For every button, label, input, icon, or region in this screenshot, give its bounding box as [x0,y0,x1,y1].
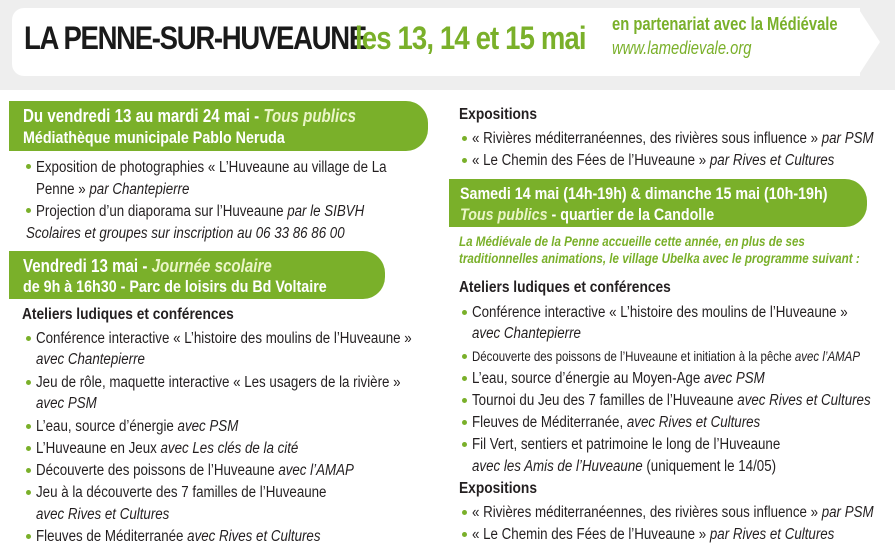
bullet [26,208,31,213]
section-heading: Expositions [459,106,537,123]
list-item: Exposition de photographies « L’Huveaune au village de La [36,159,387,176]
bullet [462,420,467,425]
block1-header [9,101,428,151]
bullet [26,446,31,451]
list-item-cont: Scolaires et groupes sur inscription au 06 33 86 86 00 [26,225,345,242]
bullet [462,354,467,359]
list-item: Projection d’un diaporama sur l’Huveaune par le SIBVH [36,203,365,220]
section-heading: Ateliers ludiques et conférences [22,306,234,323]
bullet [26,424,31,429]
banner-arrow [858,8,880,76]
list-item-cont: avec Chantepierre [472,325,581,342]
town-title: LA PENNE-SUR-HUVEAUNE [24,20,366,56]
list-item-cont: avec Chantepierre [36,351,145,368]
list-item: « Le Chemin des Fées de l’Huveaune » par Rives et Cultures [472,526,835,543]
list-item: L’eau, source d’énergie au Moyen-Age avec PSM [472,370,765,387]
list-item: L’Huveaune en Jeux avec Les clés de la cité [36,440,299,457]
event-dates: les 13, 14 et 15 mai [355,20,586,56]
bullet [462,510,467,515]
list-item: Découverte des poissons de l’Huveaune avec l’AMAP [36,462,354,479]
bullet [462,532,467,537]
header-banner [0,0,895,90]
list-item-cont: avec Rives et Cultures [36,506,170,523]
list-item-cont: Penne » par Chantepierre [36,181,190,198]
bullet [462,398,467,403]
block3-header [449,179,867,227]
bullet [26,490,31,495]
intro-text: traditionnelles animations, le village Ubelka avec le programme suivant : [459,251,860,266]
bullet [26,534,31,539]
list-item: « Le Chemin des Fées de l’Huveaune » par Rives et Cultures [472,152,835,169]
list-item: L’eau, source d’énergie avec PSM [36,418,239,435]
list-item: Découverte des poissons de l’Huveaune et initiation à la pêche avec l’AMAP [472,348,861,364]
list-item: Fleuves de Méditerranée avec Rives et Cultures [36,528,321,545]
bullet [462,376,467,381]
list-item: Conférence interactive « L’histoire des moulins de l’Huveaune » [472,304,848,321]
block1-audience: Tous publics [263,106,357,126]
block3-audience: Tous publics [460,205,548,224]
list-item-cont: avec les Amis de l’Huveaune (uniquement le 14/05) [472,458,777,475]
list-item: Jeu de rôle, maquette interactive « Les usagers de la rivière » [36,374,401,391]
section-heading: Expositions [459,480,537,497]
block1-venue: Médiathèque municipale Pablo Neruda [23,128,285,147]
partner-url[interactable]: www.lamedievale.org [612,38,752,58]
list-item-cont: avec PSM [36,395,97,412]
block3-venue: - quartier de la Candolle [547,205,715,224]
intro-text: La Médiévale de la Penne accueille cette année, en plus de ses [459,234,805,249]
partner-text: en partenariat avec la Médiévale [612,14,838,34]
list-item: Jeu à la découverte des 7 familles de l’Huveaune [36,484,327,501]
bullet [462,310,467,315]
block2-date: Vendredi 13 mai - [23,256,152,276]
list-item: « Rivières méditerranéennes, des rivières sous influence » par PSM [472,504,874,521]
list-item: Fil Vert, sentiers et patrimoine le long de l’Huveaune [472,436,781,453]
block2-header [9,251,385,299]
list-item: Tournoi du Jeu des 7 familles de l’Huveaune avec Rives et Cultures [472,392,871,409]
bullet [26,164,31,169]
block1-dates: Du vendredi 13 au mardi 24 mai - [23,106,264,126]
block2-audience: Journée scolaire [151,256,272,276]
bullet [462,158,467,163]
bullet [462,136,467,141]
bullet [26,336,31,341]
list-item: Fleuves de Méditerranée, avec Rives et Cultures [472,414,761,431]
section-heading: Ateliers ludiques et conférences [459,279,671,296]
list-item: « Rivières méditerranéennes, des rivières sous influence » par PSM [472,130,874,147]
block3-dates: Samedi 14 mai (14h-19h) & dimanche 15 mai (10h-19h) [460,184,828,203]
bullet [462,442,467,447]
bullet [26,380,31,385]
block2-venue: de 9h à 16h30 - Parc de loisirs du Bd Voltaire [23,277,327,296]
list-item: Conférence interactive « L’histoire des moulins de l’Huveaune » [36,330,412,347]
bullet [26,468,31,473]
